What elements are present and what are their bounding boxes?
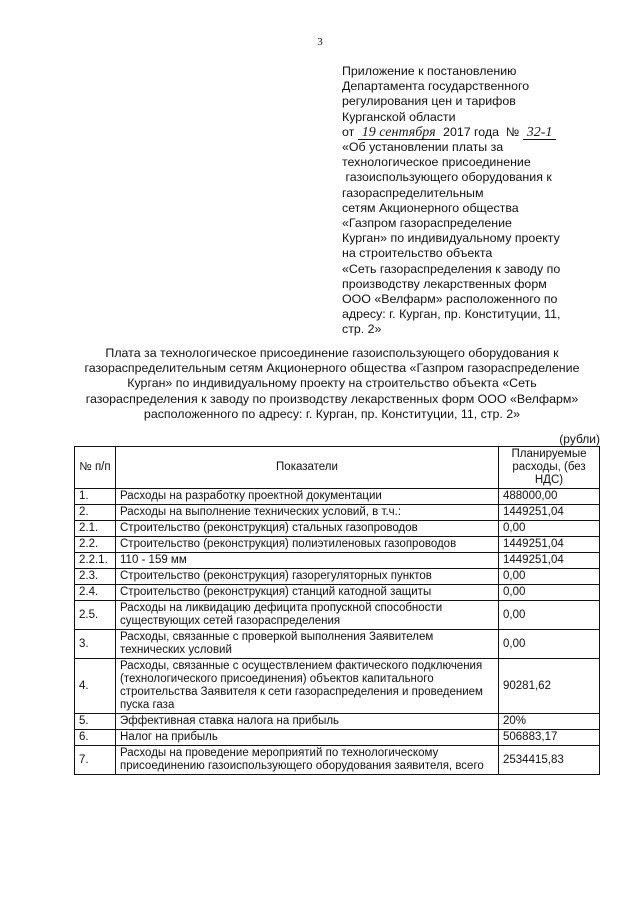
row-indicator: Строительство (реконструкция) полиэтиленовых газопроводов	[116, 537, 499, 553]
appendix-line: ООО «Велфарм» расположенного по	[342, 292, 558, 307]
appendix-line: газораспределительным	[342, 185, 484, 200]
row-number: 1.	[75, 489, 116, 505]
appendix-line: производству лекарственных форм	[342, 276, 547, 291]
table-row	[75, 630, 600, 659]
table-row	[75, 601, 600, 630]
row-indicator: Налог на прибыль	[116, 730, 499, 746]
appendix-date-line	[342, 125, 602, 140]
table-row	[75, 537, 600, 553]
appendix-line: сетям Акционерного общества	[342, 200, 519, 215]
row-number: 2.3.	[75, 569, 116, 585]
appendix-line: регулирования цен и тарифов	[342, 94, 516, 109]
title-line: Курган» по индивидуальному проекту на строительство объекта «Сеть	[127, 376, 537, 391]
row-indicator: Эффективная ставка налога на прибыль	[116, 714, 499, 730]
table-row	[75, 521, 600, 537]
row-number: 4.	[75, 659, 116, 714]
header-indicator: Показатели	[116, 447, 499, 489]
row-value: 1449251,04	[499, 553, 600, 569]
row-indicator: Строительство (реконструкция) газорегуляторных пунктов	[116, 569, 499, 585]
table-header-row	[75, 447, 600, 489]
header-num: № п/п	[75, 447, 116, 489]
row-number: 7.	[75, 746, 116, 775]
row-indicator: Строительство (реконструкция) стальных газопроводов	[116, 521, 499, 537]
row-number: 2.2.	[75, 537, 116, 553]
title-line: расположенного по адресу: г. Курган, пр. Конституции, 11, стр. 2»	[143, 406, 521, 421]
row-indicator: Расходы на разработку проектной документации	[116, 489, 499, 505]
row-number: 2.4.	[75, 585, 116, 601]
row-indicator: Строительство (реконструкция) станций катодной защиты	[116, 585, 499, 601]
cost-table	[74, 446, 600, 775]
appendix-line: технологическое присоединение	[342, 155, 531, 170]
row-value: 0,00	[499, 601, 600, 630]
row-indicator: 110 - 159 мм	[116, 553, 499, 569]
appendix-line: Приложение к постановлению	[342, 64, 517, 78]
appendix-line: Департамента государственного	[342, 79, 530, 94]
row-value: 0,00	[499, 521, 600, 537]
appendix-block	[342, 64, 602, 338]
table-row	[75, 659, 600, 714]
page-number: 3	[317, 36, 323, 48]
row-indicator: Расходы на проведение мероприятий по технологическому присоединению газоиспользующего оборудования заявителя, всего	[116, 746, 499, 775]
row-indicator: Расходы, связанные с осуществлением фактического подключения (технологического присоединения) объектов капитального строительства Заявителя к сети газораспределения и проведением пуска газа	[116, 659, 499, 714]
table-row	[75, 585, 600, 601]
table-row	[75, 489, 600, 505]
appendix-line: «Сеть газораспределения к заводу по	[342, 261, 561, 276]
date-year: 2017 года	[443, 124, 500, 139]
appendix-line: адресу: г. Курган, пр. Конституции, 11,	[342, 307, 561, 322]
handwritten-date: 19 сентября	[358, 127, 440, 140]
row-number: 6.	[75, 730, 116, 746]
table-row	[75, 714, 600, 730]
row-value: 488000,00	[499, 489, 600, 505]
appendix-line: газоиспользующего оборудования к	[342, 170, 552, 185]
row-indicator: Расходы на ликвидацию дефицита пропускной способности существующих сетей газораспределения	[116, 601, 499, 630]
handwritten-number: 32-1	[523, 127, 557, 140]
row-value: 506883,17	[499, 730, 600, 746]
currency-unit: (рубли)	[559, 432, 600, 446]
row-value: 0,00	[499, 585, 600, 601]
row-number: 2.	[75, 505, 116, 521]
appendix-line: «Об установлении платы за	[342, 140, 504, 155]
row-number: 2.5.	[75, 601, 116, 630]
row-number: 5.	[75, 714, 116, 730]
row-indicator: Расходы на выполнение технических условий, в т.ч.:	[116, 505, 499, 521]
row-value: 0,00	[499, 569, 600, 585]
header-value: Планируемые расходы, (без НДС)	[499, 447, 600, 489]
row-value: 1449251,04	[499, 537, 600, 553]
row-number: 3.	[75, 630, 116, 659]
table-row	[75, 553, 600, 569]
row-value: 1449251,04	[499, 505, 600, 521]
appendix-line: Курганской области	[342, 109, 456, 124]
date-prefix: от	[342, 124, 355, 139]
table-row	[75, 746, 600, 775]
row-value: 20%	[499, 714, 600, 730]
title-line: газораспределительным сетям Акционерного общества «Газпром газораспределение	[84, 361, 580, 376]
appendix-line: на строительство объекта	[342, 246, 493, 261]
title-line: газораспределения к заводу по производству лекарственных форм ООО «Велфарм»	[85, 391, 579, 406]
title-line: Плата за технологическое присоединение газоиспользующего оборудования к	[105, 346, 559, 360]
appendix-line: «Газпром газораспределение	[342, 216, 512, 231]
row-indicator: Расходы, связанные с проверкой выполнения Заявителем технических условий	[116, 630, 499, 659]
table-row	[75, 569, 600, 585]
table-row	[75, 730, 600, 746]
row-number: 2.1.	[75, 521, 116, 537]
row-value: 2534415,83	[499, 746, 600, 775]
document-title	[62, 346, 602, 422]
row-number: 2.2.1.	[75, 553, 116, 569]
appendix-line: стр. 2»	[342, 322, 382, 337]
appendix-line: Курган» по индивидуальному проекту	[342, 231, 560, 246]
number-prefix: №	[505, 124, 520, 139]
row-value: 90281,62	[499, 659, 600, 714]
table-row	[75, 505, 600, 521]
row-value: 0,00	[499, 630, 600, 659]
